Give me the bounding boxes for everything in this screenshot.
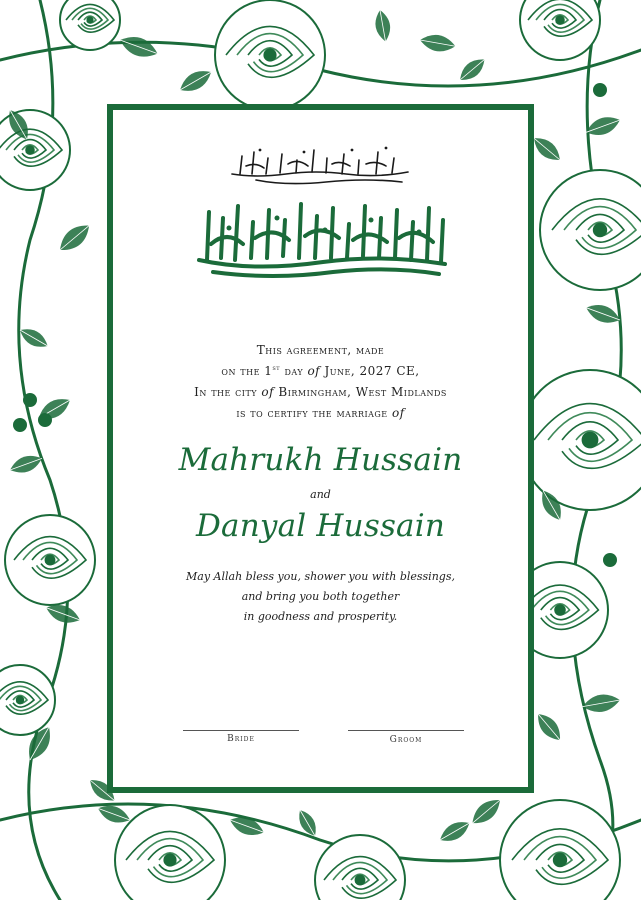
- bride-name: Mahrukh Hussain: [178, 442, 463, 478]
- leaf-icon: [467, 794, 505, 830]
- leaf-icon: [532, 709, 566, 745]
- agreement-certify: is to certify the marriage: [236, 406, 388, 420]
- agreement-of-word: of: [391, 406, 405, 420]
- agreement-city-prefix: In the city: [194, 385, 258, 399]
- leaf-icon: [419, 32, 457, 54]
- blessing-text: [113, 567, 528, 627]
- leaf-icon: [529, 132, 565, 166]
- leaf-icon: [455, 54, 489, 86]
- rose-icon: [315, 835, 405, 900]
- rose-icon: [115, 805, 225, 900]
- rose-icon: [540, 170, 641, 290]
- bride-signature-line: [183, 730, 299, 731]
- agreement-of-word: of: [261, 385, 275, 399]
- certificate-panel: [113, 110, 528, 787]
- agreement-line-3: [113, 382, 528, 403]
- bride-signature: [183, 730, 299, 744]
- leaf-icon: [55, 219, 95, 257]
- agreement-date: June, 2027 CE,: [324, 364, 420, 378]
- blessing-line-2: and bring you both together: [241, 590, 400, 603]
- rose-icon: [0, 665, 55, 735]
- and-word: and: [310, 488, 331, 501]
- groom-signature-line: [348, 730, 464, 731]
- agreement-line-2: [113, 361, 528, 382]
- leaf-icon: [581, 692, 621, 715]
- agreement-line-4: [113, 403, 528, 424]
- agreement-date-prefix: on the 1: [221, 364, 273, 378]
- agreement-day-word: day: [284, 364, 304, 378]
- groom-signature-label: Groom: [389, 735, 423, 745]
- agreement-date-suffix: st: [272, 364, 281, 372]
- leaf-icon: [373, 9, 393, 43]
- blessing-line-3: in goodness and prosperity.: [243, 610, 398, 623]
- rose-icon: [215, 0, 325, 110]
- blessing-line-1: May Allah bless you, shower you with blessings,: [186, 570, 455, 583]
- leaf-icon: [436, 816, 473, 846]
- bismillah-calligraphy-icon: [226, 144, 416, 188]
- agreement-city: Birmingham, West Midlands: [278, 385, 447, 399]
- quran-verse-calligraphy-icon: [193, 198, 451, 280]
- agreement-of-word: of: [307, 364, 321, 378]
- leaf-icon: [16, 324, 51, 352]
- agreement-line-1: This agreement, made: [256, 343, 385, 357]
- rose-icon: [5, 515, 95, 605]
- rose-icon: [520, 0, 600, 60]
- agreement-text: [113, 340, 528, 424]
- groom-name: Danyal Hussain: [195, 508, 446, 544]
- leaf-icon: [117, 32, 161, 63]
- rose-icon: [520, 370, 641, 510]
- rose-icon: [60, 0, 120, 50]
- rose-icon: [500, 800, 620, 900]
- groom-signature: [348, 730, 464, 745]
- certificate-frame: [107, 104, 534, 793]
- leaf-icon: [176, 65, 215, 97]
- bride-signature-label: Bride: [227, 734, 255, 744]
